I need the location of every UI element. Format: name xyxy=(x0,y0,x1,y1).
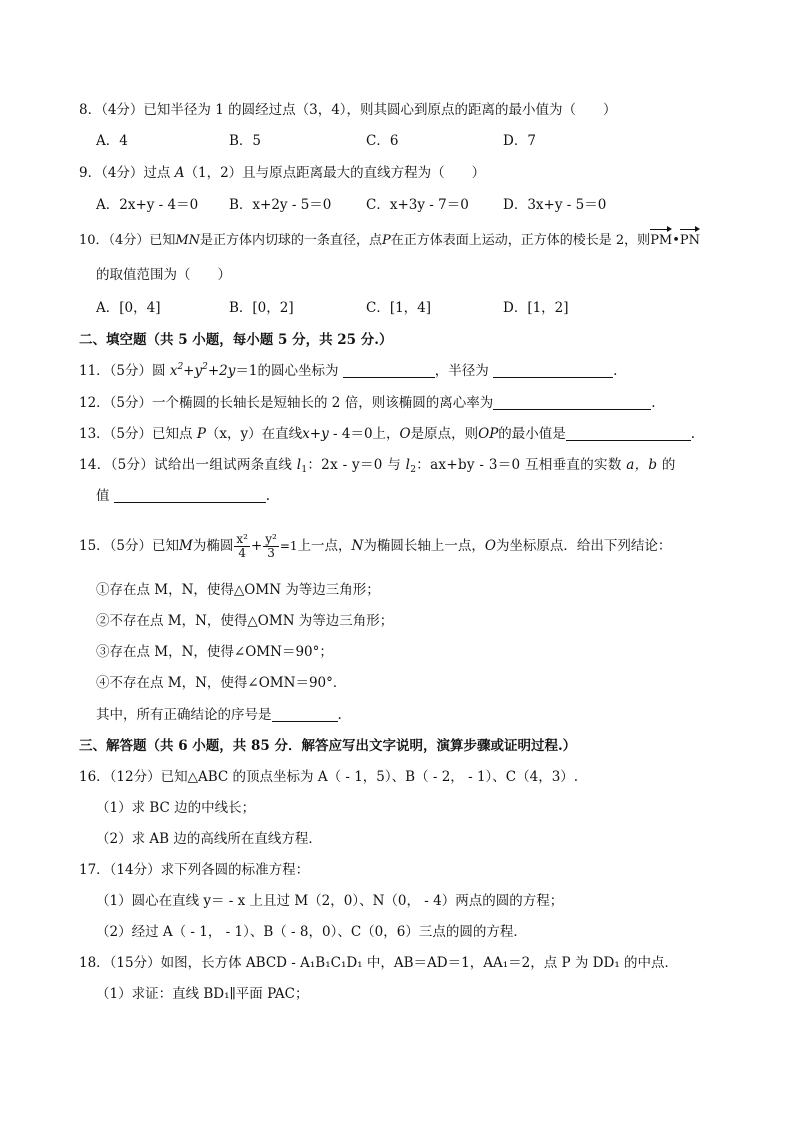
q15-period: . xyxy=(337,707,342,723)
q13-text-c: 上， xyxy=(372,426,400,442)
q15-item-4: ④不存在点 M，N，使得∠OMN＝90°． xyxy=(96,675,347,691)
q11-equation: $x^2+y^2+2y$ xyxy=(169,362,236,379)
q13-text-f: 的最小值是 xyxy=(498,426,566,442)
frac1-den: 4 xyxy=(238,546,246,560)
q10-text-a: 10．（4分）已知 xyxy=(79,233,176,248)
q15-text-a: 15．（5分）已知 xyxy=(79,538,180,554)
q9-option-d: D．3x+y - 5＝0 xyxy=(503,197,607,213)
q15-text-c: 上一点， xyxy=(297,538,352,554)
q12-period: . xyxy=(651,395,656,411)
q17-part-1: （1）圆心在直线 y＝ - x 上且过 M（2，0）、N（0， - 4）两点的圆的方程； xyxy=(96,893,564,909)
q10-option-d: D．[1，2] xyxy=(503,300,569,316)
q14-ab: a，b xyxy=(626,457,658,473)
q15-o: O xyxy=(484,538,496,554)
question-11: 11．（5分）圆 $x^2+y^2+2y=1$的圆心坐标为 ，半径为 . xyxy=(79,362,618,379)
q17-part-2: （2）经过 A（ - 1， - 1）、B（ - 8，0）、C（0，6）三点的圆的方程． xyxy=(96,924,527,940)
q10-text-b: 是正方体内切球的一条直径，点 xyxy=(200,233,383,248)
question-9-stem xyxy=(79,164,485,182)
q12-blank[interactable] xyxy=(493,395,651,410)
q10-option-a: A．[0，4] xyxy=(96,300,161,316)
question-18-stem: 18．（15分）如图，长方体 ABCD - A₁B₁C₁D₁ 中，AB＝AD＝1，AA₁＝2，点 P 为 DD₁ 的中点． xyxy=(79,955,679,971)
q13-line-eq: x+y xyxy=(302,426,329,442)
question-10-line2: 的取值范围为（ ） xyxy=(96,267,231,283)
question-14-line2 xyxy=(96,487,270,505)
question-12 xyxy=(79,394,656,412)
q16-part-1: （1）求 BC 边的中线长； xyxy=(96,800,256,816)
q11-period: . xyxy=(613,363,618,379)
q13-period: . xyxy=(690,426,696,442)
q15-item-3: ③存在点 M，N，使得∠OMN＝90°； xyxy=(96,644,333,660)
q15-ask xyxy=(96,706,342,724)
q13-text-b: （x，y）在直线 xyxy=(205,426,303,442)
q8-option-a: A．4 xyxy=(96,133,128,149)
q9-option-a: A．2x+y - 4＝0 xyxy=(96,197,199,213)
q14-text-a: 14．（5分）试给出一组试两条直线 xyxy=(79,457,297,473)
q15-ask-text: 其中，所有正确结论的序号是 xyxy=(96,707,272,723)
frac2-den: 3 xyxy=(267,546,275,560)
q15-text-b: 为椭圆 xyxy=(192,538,234,554)
q12-text: 12．（5分）一个椭圆的长轴长是短轴长的 2 倍，则该椭圆的离心率为 xyxy=(79,395,494,411)
q14-l1: l xyxy=(296,457,302,473)
dot-operator: • xyxy=(672,233,680,248)
q10-option-b: B．[0，2] xyxy=(229,300,294,316)
question-8-stem: 8．（4分）已知半径为 1 的圆经过点（3，4），则其圆心到原点的距离的最小值为（ ） xyxy=(79,102,617,118)
section-2-heading: 二、填空题（共 5 小题，每小题 5 分，共 25 分.） xyxy=(79,332,393,348)
q14-text-e: 的 xyxy=(657,457,676,473)
frac1-num: x² xyxy=(236,532,248,546)
question-10-stem xyxy=(79,232,700,250)
question-15-stem: 15．（5分）已知M为椭圆 $\frac{\text{x²}}{4}$ + $\frac{\text{y²}}{3}$ =1上一点，N为椭圆长轴上一点，O为坐标原点．给出下列结论： xyxy=(79,532,672,560)
frac2-num: y² xyxy=(265,532,277,546)
q11-blank-center[interactable] xyxy=(343,363,435,378)
q14-line2-text: 值 xyxy=(96,488,114,504)
q10-text-c: 在正方体表面上运动，正方体的棱长是 2，则 xyxy=(390,233,651,248)
question-14: 14．（5分）试给出一组试两条直线 $l_1$：2x - y＝0 与 $l_2$：ax+by - 3＝0 互相垂直的实数 a，b 的 xyxy=(79,457,676,475)
fraction-x2-over-4 xyxy=(234,533,250,560)
q15-item-2: ②不存在点 M，N，使得△OMN 为等边三角形； xyxy=(96,613,394,629)
q18-part-1: （1）求证：直线 BD₁∥平面 PAC； xyxy=(96,986,309,1002)
q10-mn: MN xyxy=(175,233,201,248)
q9-option-c: C．x+3y - 7＝0 xyxy=(366,197,469,213)
q10-p: P xyxy=(382,233,391,248)
q14-l2: l xyxy=(405,457,411,473)
q15-item-1: ①存在点 M，N，使得△OMN 为等边三角形； xyxy=(96,582,380,598)
q9-text-2: （1，2）且与原点距离最大的直线方程为（ ） xyxy=(184,165,486,181)
q8-option-b: B．5 xyxy=(229,133,262,149)
vector-pm: PM xyxy=(650,233,673,248)
q15-m: M xyxy=(179,538,193,554)
q13-text-a: 13．（5分）已知点 xyxy=(79,426,197,442)
q13-text-e: 是原点，则 xyxy=(410,426,479,442)
question-17-stem: 17．（14分）求下列各圆的标准方程： xyxy=(79,862,310,878)
q16-part-2: （2）求 AB 边的高线所在直线方程． xyxy=(96,831,322,847)
q9-text: 9．（4分）过点 xyxy=(79,165,175,181)
q13-blank[interactable] xyxy=(566,426,691,441)
q14-period: . xyxy=(265,488,271,504)
q13-p: P xyxy=(196,426,206,442)
q15-text-f: 为坐标原点．给出下列结论： xyxy=(495,538,672,554)
vector-pn: PN xyxy=(679,233,701,248)
q14-text-b: ：2x - y＝0 与 xyxy=(307,457,406,473)
q10-option-c: C．[1，4] xyxy=(366,300,432,316)
fraction-y2-over-3 xyxy=(263,533,279,560)
q13-o: O xyxy=(399,426,411,442)
q11-text-c: ，半径为 xyxy=(434,363,494,379)
q11-blank-radius[interactable] xyxy=(493,363,613,378)
q9-option-b: B．x+2y - 5＝0 xyxy=(229,197,332,213)
q11-text-b: 的圆心坐标为 xyxy=(257,363,343,379)
q11-text-a: 11．（5分）圆 xyxy=(79,363,170,379)
q13-op: OP xyxy=(478,426,499,442)
question-13: 13．（5分）已知点 P（x，y）在直线x+y - 4＝0上，O是原点，则OP的最小值是 . xyxy=(79,426,696,442)
q15-n: N xyxy=(351,538,364,554)
q14-text-c: ：ax+by - 3＝0 互相垂直的实数 xyxy=(416,457,627,473)
q14-blank[interactable] xyxy=(114,488,266,503)
q8-option-d: D．7 xyxy=(503,133,536,149)
q15-blank[interactable] xyxy=(272,707,338,722)
q15-eq: =1 xyxy=(279,539,298,553)
question-16-stem: 16．（12分）已知△ABC 的顶点坐标为 A（ - 1，5）、B（ - 2， - 1）、C（4，3）. xyxy=(79,769,579,785)
q8-option-c: C．6 xyxy=(366,133,399,149)
section-3-heading: 三、解答题（共 6 小题，共 85 分．解答应写出文字说明，演算步骤或证明过程.） xyxy=(79,738,577,754)
q15-text-e: 为椭圆长轴上一点， xyxy=(363,538,485,554)
q9-point: A xyxy=(174,165,185,181)
